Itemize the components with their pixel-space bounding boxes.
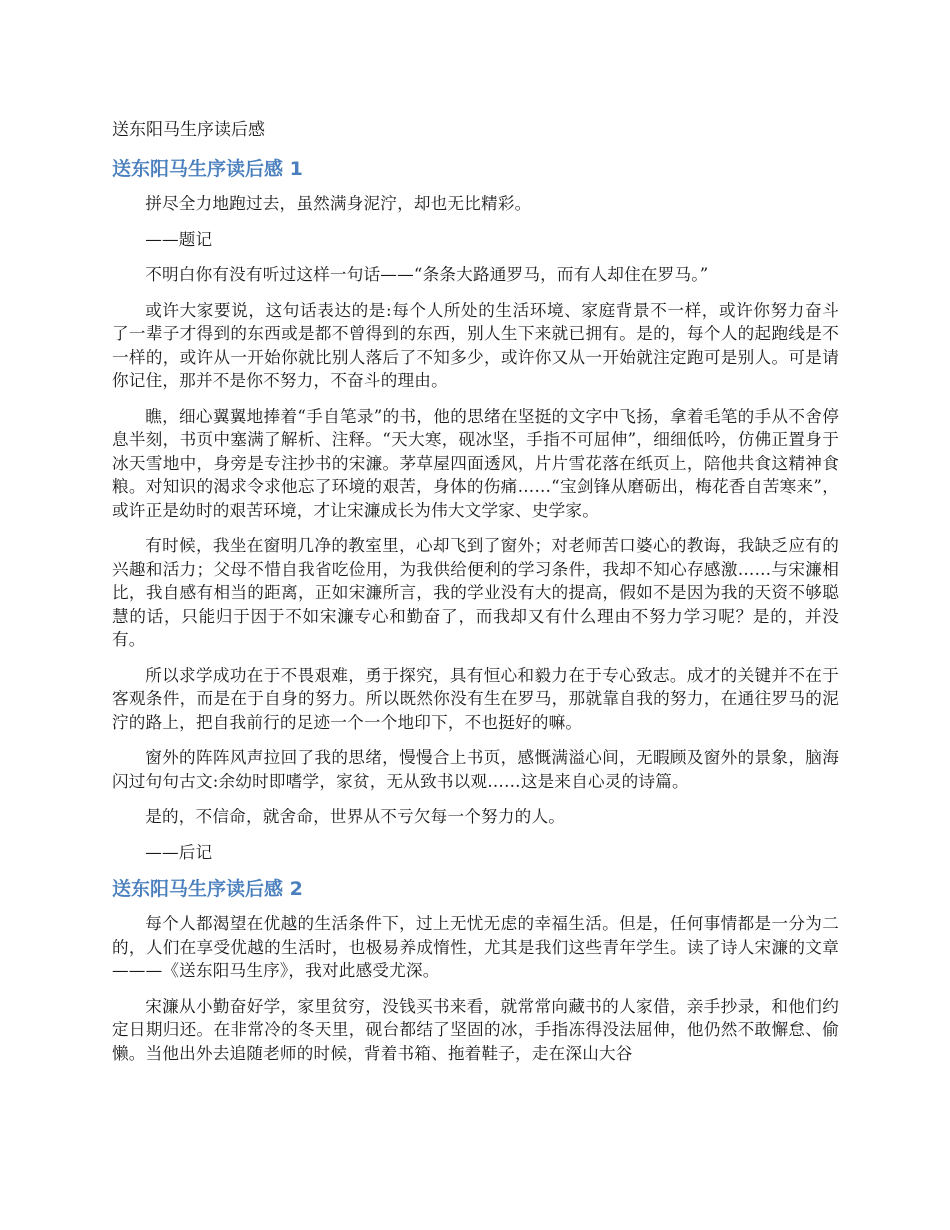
section-2 <box>112 876 839 1065</box>
paragraph: 所以求学成功在于不畏艰难，勇于探究，具有恒心和毅力在于专心致志。成才的关键并不在于客观条件，而是在于自身的努力。所以既然你没有生在罗马，那就靠自我的努力，在通往罗马的泥泞的路上，把自我前行的足迹一个一个地印下，不也挺好的嘛。 <box>112 665 839 732</box>
section-heading: 送东阳马生序读后感 2 <box>112 878 303 900</box>
paragraph: 有时候，我坐在窗明几净的教室里，心却飞到了窗外；对老师苦口婆心的教诲，我缺乏应有的兴趣和活力；父母不惜自我省吃俭用，为我供给便利的学习条件，我却不知心存感激……与宋濂相比，我自感有相当的距离，正如宋濂所言，我的学业没有大的提高，假如不是因为我的天资不够聪慧的话，只能归于因于不如宋濂专心和勤奋了，而我却又有什么理由不努力学习呢？是的，并没有。 <box>112 536 839 649</box>
paragraph: 瞧，细心翼翼地捧着“手自笔录”的书，他的思绪在坚挺的文字中飞扬，拿着毛笔的手从不舍停息半刻，书页中塞满了解析、注释。“天大寒，砚冰坚，手指不可屈伸”，细细低吟，仿佛正置身于冰天雪地中，身旁是专注抄书的宋濂。茅草屋四面透风，片片雪花落在纸页上，陪他共食这精神食粮。对知识的渴求令求他忘了环境的艰苦，身体的伤痛……“宝剑锋从磨砺出，梅花香自苦寒来”，或许正是幼时的艰苦环境，才让宋濂成长为伟大文学家、史学家。 <box>112 406 839 520</box>
document-body <box>112 156 839 1065</box>
section-heading: 送东阳马生序读后感 1 <box>112 158 303 180</box>
paragraph: 拼尽全力地跑过去，虽然满身泥泞，却也无比精彩。 <box>145 194 532 213</box>
paragraph: 宋濂从小勤奋好学，家里贫穷，没钱买书来看，就常常向藏书的人家借，亲手抄录，和他们约定日期归还。在非常冷的冬天里，砚台都结了坚固的冰，手指冻得没法屈伸，他仍然不敢懈怠、偷懒。当他出外去追随老师的时候，背着书箱、拖着鞋子，走在深山大谷 <box>112 996 839 1063</box>
document-title: 送东阳马生序读后感 <box>112 120 265 140</box>
paragraph: 是的，不信命，就舍命，世界从不亏欠每一个努力的人。 <box>145 807 566 826</box>
paragraph: 窗外的阵阵风声拉回了我的思绪，慢慢合上书页，感慨满溢心间，无暇顾及窗外的景象，脑海闪过句句古文:余幼时即嗜学，家贫，无从致书以观……这是来自心灵的诗篇。 <box>112 748 839 791</box>
paragraph: ——题记 <box>145 229 213 249</box>
paragraph: ——后记 <box>145 842 213 862</box>
document-page <box>112 118 839 1077</box>
paragraph: 或许大家要说，这句话表达的是:每个人所处的生活环境、家庭背景不一样，或许你努力奋斗了一辈子才得到的东西或是都不曾得到的东西，别人生下来就已拥有。是的，每个人的起跑线是不一样的，或许从一开始你就比别人落后了不知多少，或许你又从一开始就注定跑可是别人。可是请你记住，那并不是你不努力，不奋斗的理由。 <box>112 300 839 390</box>
paragraph: 每个人都渴望在优越的生活条件下，过上无忧无虑的幸福生活。但是，任何事情都是一分为二的，人们在享受优越的生活时，也极易养成惰性，尤其是我们这些青年学生。读了诗人宋濂的文章———《送东阳马生序》，我对此感受尤深。 <box>112 914 839 980</box>
section-1 <box>112 156 839 864</box>
paragraph: 不明白你有没有听过这样一句话——“条条大路通罗马，而有人却住在罗马。” <box>145 265 709 284</box>
